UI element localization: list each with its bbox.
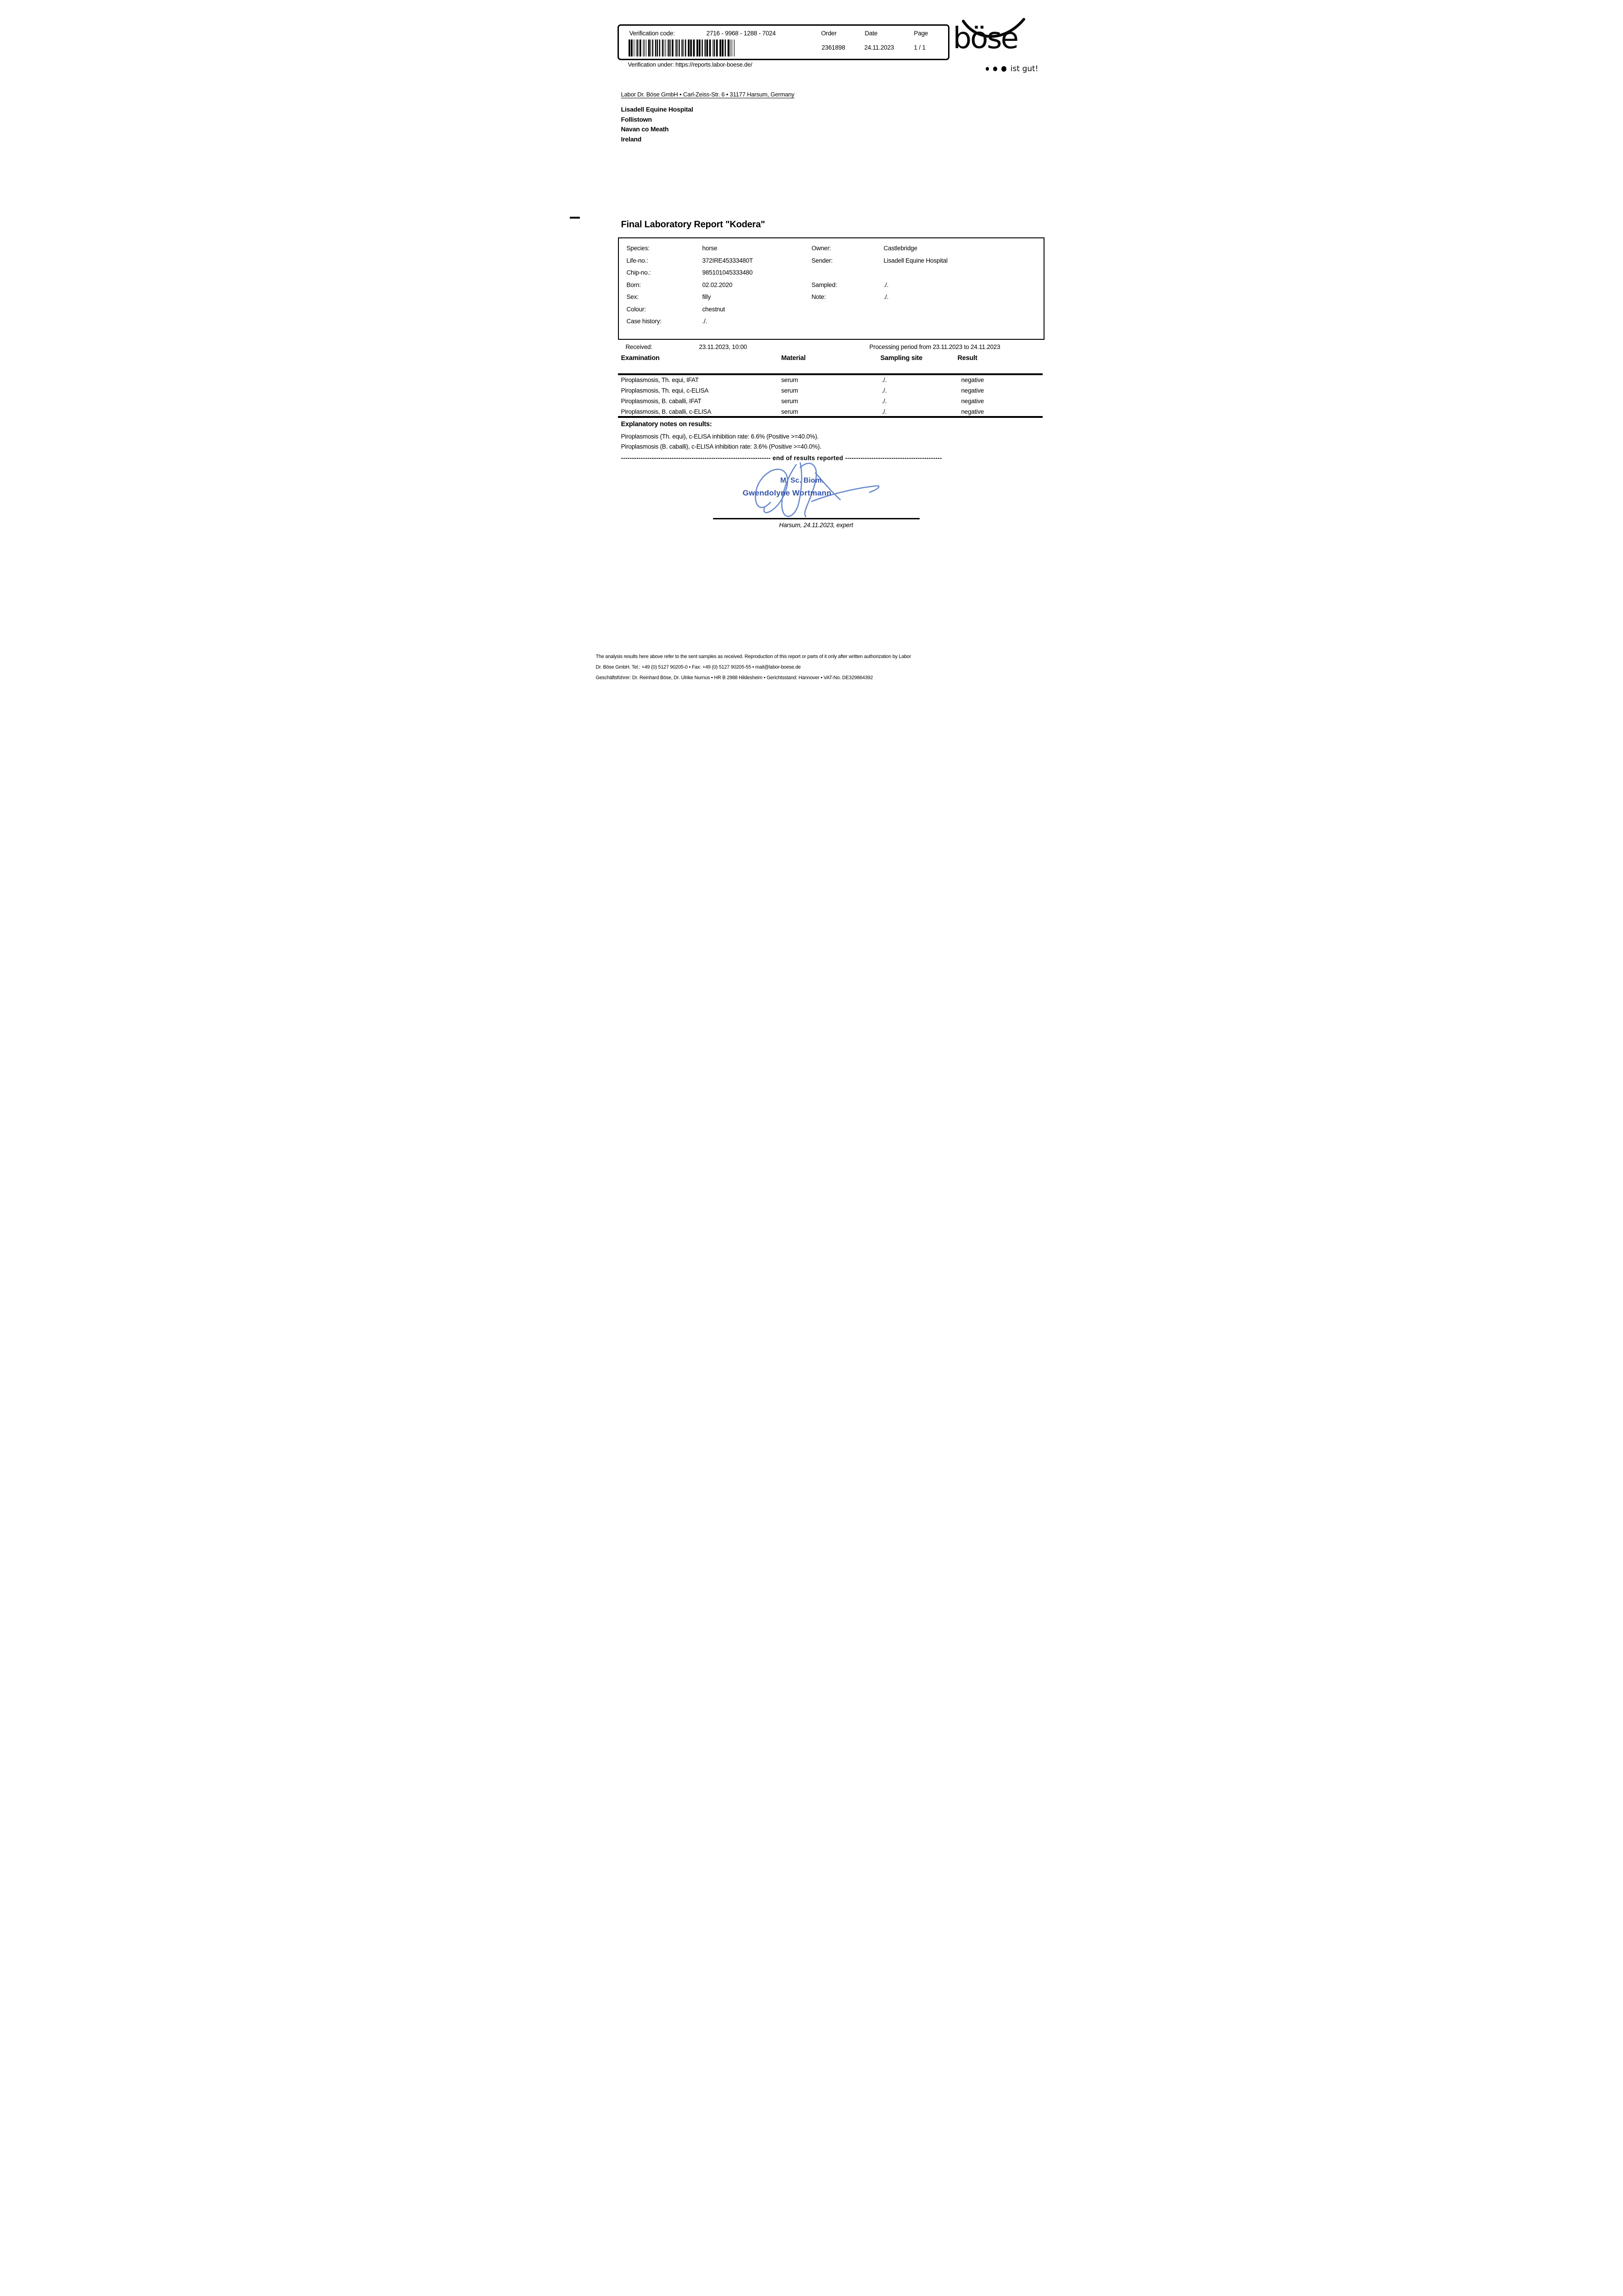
info-value: ./. (702, 318, 708, 325)
info-label: Sex: (626, 293, 639, 300)
cell-material: serum (781, 377, 798, 383)
verification-code-label: Verification code: (629, 30, 675, 37)
fold-mark (570, 217, 580, 219)
notes-heading: Explanatory notes on results: (621, 421, 712, 428)
info-value: ./. (883, 293, 889, 300)
cell-examination: Piroplasmosis, Th. equi, c-ELISA (621, 387, 709, 394)
info-row (619, 281, 1044, 292)
info-row (619, 293, 1044, 304)
recipient-line: Ireland (621, 135, 642, 143)
cell-examination: Piroplasmosis, Th. equi, IFAT (621, 377, 699, 383)
table-top-rule (618, 373, 1043, 375)
info-value: 372IRE45333480T (702, 257, 753, 264)
cell-sampling-site: ./. (882, 408, 887, 415)
info-value: horse (702, 245, 718, 252)
logo-tagline (950, 64, 1039, 73)
table-row (559, 398, 1064, 407)
verification-code-value: 2716 - 9968 - 1288 - 7024 (706, 30, 776, 37)
cell-result: negative (961, 387, 984, 394)
info-value: Castlebridge (883, 245, 917, 252)
info-row (619, 269, 1044, 279)
page-label: Page (914, 30, 928, 37)
tagline-dot-icon (986, 67, 989, 71)
date-label: Date (865, 30, 878, 37)
info-value: Lisadell Equine Hospital (883, 257, 948, 264)
cell-result: negative (961, 398, 984, 405)
signature-place-date: Harsum, 24.11.2023, expert (779, 522, 854, 529)
info-row (619, 318, 1044, 328)
cell-sampling-site: ./. (882, 387, 887, 394)
barcode (629, 39, 735, 56)
info-label: Case history: (626, 318, 662, 325)
info-label: Colour: (626, 305, 646, 313)
col-header-sampling-site: Sampling site (880, 355, 923, 362)
tagline-dot-icon (1001, 66, 1006, 72)
order-value: 2361898 (821, 44, 845, 51)
table-row (559, 377, 1064, 386)
page-value: 1 / 1 (914, 44, 926, 51)
tagline-dot-icon (993, 67, 997, 71)
logo-word: böse (953, 22, 1017, 56)
order-label: Order (821, 30, 837, 37)
cell-result: negative (961, 408, 984, 415)
verification-box (618, 24, 949, 60)
note-line: Piroplasmosis (B. caballi), c-ELISA inhibition rate: 3.6% (Positive >=40.0%). (621, 443, 821, 450)
end-of-results-line: -------------------------------------------------------------------- end of results reported -------------------------------------------- (621, 455, 942, 461)
col-header-material: Material (781, 355, 806, 362)
footer-line: Dr. Böse GmbH. Tel.: +49 (0) 5127 90205-0 • Fax: +49 (0) 5127 90205-55 • mail@labor-boese.de (595, 664, 801, 670)
date-value: 24.11.2023 (864, 44, 894, 51)
info-row (619, 257, 1044, 267)
info-label: Species: (626, 245, 650, 252)
info-label: Sender: (811, 257, 833, 264)
cell-sampling-site: ./. (882, 398, 887, 405)
cell-examination: Piroplasmosis, B. caballi, c-ELISA (621, 408, 712, 415)
recipient-line: Navan co Meath (621, 125, 669, 133)
recipient-line: Follistown (621, 115, 652, 123)
logo (950, 17, 1041, 75)
report-title: Final Laboratory Report "Kodera" (621, 219, 765, 230)
footer-line: The analysis results here above refer to the sent samples as received. Reproduction of this report or parts of it only after written authorization by Labor (595, 654, 911, 659)
animal-info-box (618, 237, 1045, 340)
info-value: chestnut (702, 305, 725, 313)
signature-title-text: M. Sc. Biom. (780, 477, 824, 484)
cell-material: serum (781, 408, 798, 415)
recipient-address (621, 105, 693, 144)
sender-address-line: Labor Dr. Böse GmbH • Carl-Zeiss-Str. 6 • 31177 Harsum, Germany (621, 91, 795, 98)
info-value: filly (702, 293, 711, 300)
table-row (559, 387, 1064, 396)
info-label: Owner: (811, 245, 831, 252)
cell-result: negative (961, 377, 984, 383)
cell-material: serum (781, 387, 798, 394)
info-label: Sampled: (811, 281, 837, 288)
note-line: Piroplasmosis (Th. equi), c-ELISA inhibition rate: 6.6% (Positive >=40.0%). (621, 433, 819, 440)
info-value: ./. (883, 281, 889, 288)
info-value: 985101045333480 (702, 269, 753, 276)
info-label: Born: (626, 281, 641, 288)
footer-line: Geschäftsführer: Dr. Reinhard Böse, Dr. Ulrike Nurnus • HR B 2988 Hildesheim • Gerichtsstand: Hannover • VAT-No. DE329864392 (595, 675, 873, 681)
cell-examination: Piroplasmosis, B. caballi, IFAT (621, 398, 702, 405)
signature-name-text: Gwendolyne Wortmann (742, 489, 831, 497)
lab-report-page (559, 0, 1064, 715)
info-row (619, 306, 1044, 316)
col-header-result: Result (957, 355, 977, 362)
received-label: Received: (625, 343, 652, 350)
table-bottom-rule (618, 416, 1043, 418)
footer (596, 652, 1032, 683)
cell-material: serum (781, 398, 798, 405)
tagline-text: ist gut! (1010, 64, 1039, 73)
col-header-examination: Examination (621, 355, 660, 362)
info-label: Chip-no.: (626, 269, 651, 276)
info-value: 02.02.2020 (702, 281, 733, 288)
signature-block (742, 459, 890, 520)
info-label: Life-no.: (626, 257, 648, 264)
recipient-line: Lisadell Equine Hospital (621, 106, 693, 113)
cell-sampling-site: ./. (882, 377, 887, 383)
processing-period: Processing period from 23.11.2023 to 24.11.2023 (869, 343, 1000, 350)
info-row (619, 245, 1044, 255)
verification-url: Verification under: https://reports.labor-boese.de/ (628, 61, 753, 68)
info-label: Note: (811, 293, 826, 300)
signature-rule (713, 518, 920, 519)
received-value: 23.11.2023, 10:00 (699, 343, 747, 350)
